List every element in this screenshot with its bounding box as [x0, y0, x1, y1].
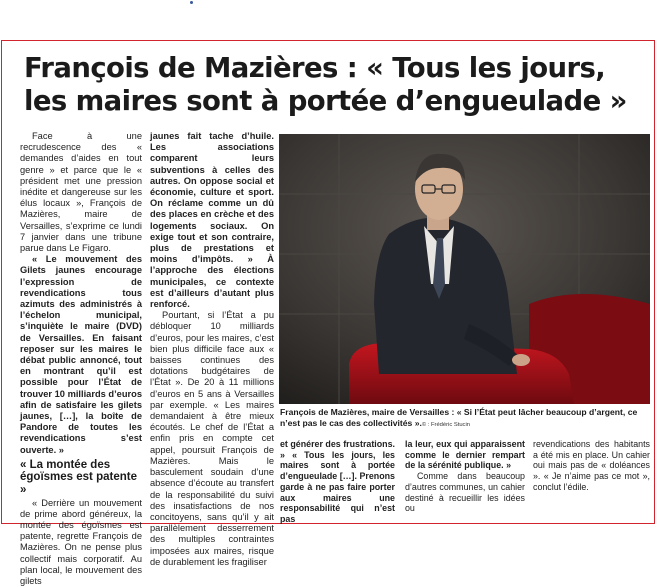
article-headline — [24, 52, 644, 118]
portrait-illustration — [279, 134, 650, 404]
col2-paragraph-2: Pourtant, si l’État a pu débloquer 10 milliards d’euros, pour les maires, c’est bien plus difficile face aux « baisses continues des dotations budgétaires de l’État ». De 20 à 11 millions d’euros en 5 ans à Versailles par exemple. « Les maires demandaient à être mieux écoutés. Le chef de l’État a enfin pris en compte cet appel, poursuit François de Mazières. Mais le basculement soudain d’une absence d’écoute au transfert de la responsabilité du suivi des insatisfactions de nos concitoyens, sans qu’il y ait parallèlement desserrement des multiples contraintes imposées aux maires, risque de durablement les fragiliser — [150, 310, 274, 567]
col2-paragraph-1 — [150, 131, 274, 310]
column-5 — [533, 439, 650, 493]
headline-line-2: les maires sont à portée d’engueulade » — [24, 85, 627, 117]
col3-paragraph-1 — [280, 439, 395, 525]
column-2 — [150, 131, 274, 568]
col2-paragraph-1-bold: jaunes fait tache d’huile. Les associations comparent leurs subventions à celles des autres. On oppose social et économie, culture et sport. On réclame comme un dû des places en crèche et des logements sociaux. On exige tout et son contraire, plus de prestations et moins d’impôts. » À l’approche des élections municipales, ce contexte est d’ailleurs d’autant plus renforcé. — [150, 131, 274, 310]
col1-paragraph-1: Face à une recrudescence des « demandes d’aides en tout genre » et parce que le « président met une pression inédite et dangereuse sur les élus locaux », François de Mazières, maire de Versailles, s’exprime ce lundi 7 janvier dans une tribune parue dans Le Figaro. — [20, 131, 142, 254]
col4-paragraph-1 — [405, 439, 525, 471]
col4-paragraph-1-bold: la leur, eux qui apparaissent comme le dernier rempart de la sérénité publique. » — [405, 439, 525, 471]
portrait-photo — [279, 134, 650, 404]
column-4 — [405, 439, 525, 514]
col1-paragraph-2 — [20, 254, 142, 456]
column-3 — [280, 439, 395, 525]
col5-paragraph-1: revendications des habitants a été mis en place. Un cahier oui mais pas de « doléances ». « Je n’aime pas ce mot », conclut l’édile. — [533, 439, 650, 492]
photo-credit: © : Frédéric Stucin — [421, 421, 470, 428]
section-subhead: « La montée des égoïsmes est patente » — [20, 458, 137, 497]
column-1 — [20, 131, 142, 587]
top-dot — [190, 1, 193, 4]
headline-line-1: François de Mazières : « Tous les jours, — [24, 52, 606, 84]
col3-paragraph-1-bold: et générer des frustrations. » « Tous les jours, les maires sont à portée d’engueulade […]. Prenons garde à ne pas faire porter aux maires une responsabilité qui n’est pas — [280, 439, 395, 524]
caption-text: François de Mazières, maire de Versailles : « Si l’État peut lâcher beaucoup d’argent, ce n’est pas le cas des collectivités ». — [280, 407, 638, 428]
photo-caption — [280, 407, 650, 430]
col1-paragraph-2-bold: « Le mouvement des Gilets jaunes encourage l’expression de revendications tous azimuts des administrés à l’échelon municipal, s’inquiète le maire (DVD) de Versailles. En faisant reposer sur les maires le débat public annoncé, tout en montrant qu’il est possible pour l’État de trouver 10 milliards d’euros afin de satisfaire les gilets jaunes, […], la boîte de Pandore de toutes les revendications s’est ouverte. » — [20, 254, 142, 455]
col1-paragraph-3: « Derrière un mouvement de prime abord généreux, la montée des égoïsmes est patente, regrette François de Mazières. On ne pense plus collectif mais corporatif. Au plan local, le mouvement des gilets — [20, 497, 142, 587]
col4-paragraph-2: Comme dans beaucoup d’autres communes, un cahier destiné à recueillir les idées ou — [405, 471, 525, 514]
hand — [512, 354, 530, 366]
